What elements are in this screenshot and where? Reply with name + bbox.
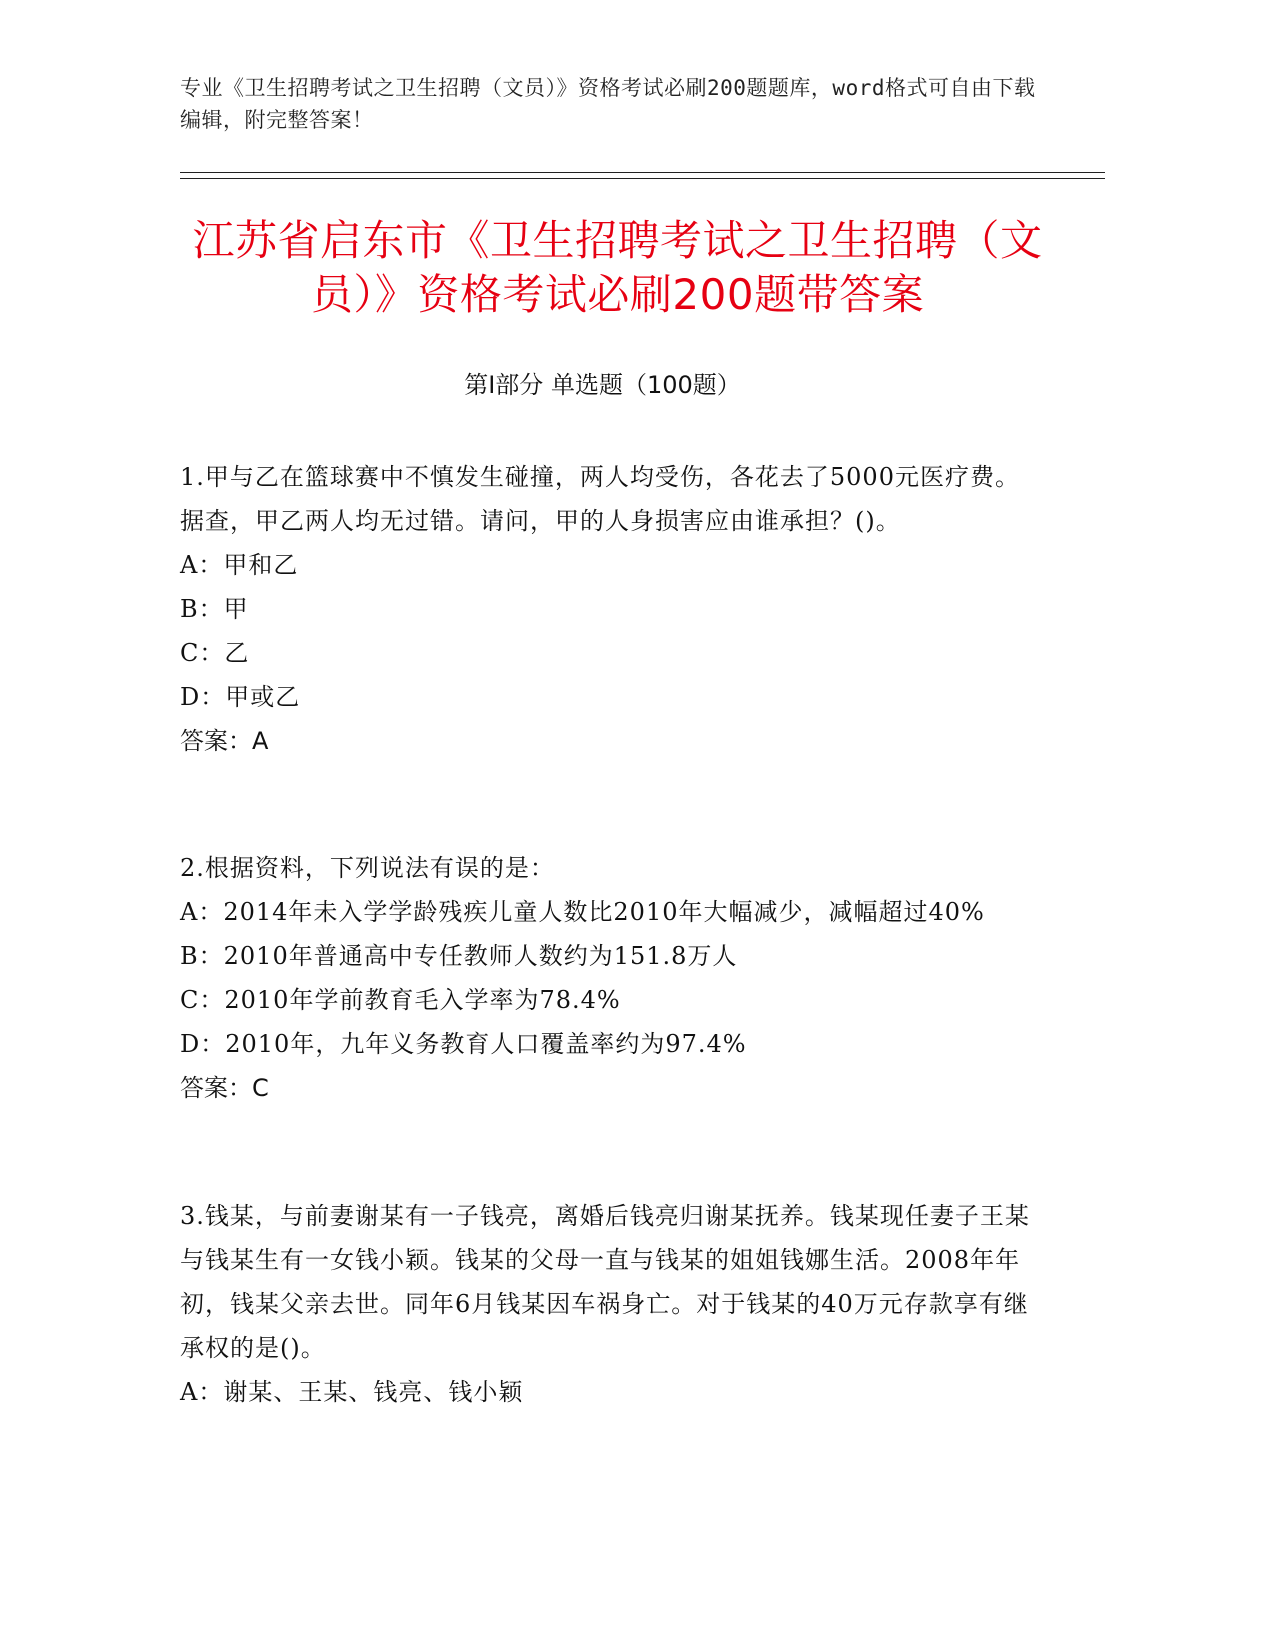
question-stem: 3.钱某，与前妻谢某有一子钱亮，离婚后钱亮归谢某抚养。钱某现任妻子王某与钱某生有一女钱小颖。钱某的父母一直与钱某的姐姐钱娜生活。2008年年初，钱某父亲去世。同年6月钱某因车祸身亡。对于钱某的40万元存款享有继承权的是()。 — [180, 1202, 1030, 1362]
option-d: D：甲或乙 — [180, 683, 301, 711]
header-divider-top — [180, 172, 1105, 173]
header-divider-bottom — [180, 178, 1105, 179]
question-2 — [180, 846, 1040, 1110]
option-c: C：2010年学前教育毛入学率为78.4% — [180, 986, 621, 1014]
question-stem: 1.甲与乙在篮球赛中不慎发生碰撞，两人均受伤，各花去了5000元医疗费。据查，甲乙两人均无过错。请问，甲的人身损害应由谁承担？()。 — [180, 463, 1020, 535]
option-b: B：甲 — [180, 595, 249, 623]
option-c: C：乙 — [180, 639, 250, 667]
option-b: B：2010年普通高中专任教师人数约为151.8万人 — [180, 942, 738, 970]
section-heading: 第I部分 单选题（100题） — [464, 371, 741, 399]
question-3 — [180, 1194, 1040, 1414]
option-d: D：2010年，九年义务教育人口覆盖率约为97.4% — [180, 1030, 747, 1058]
question-stem: 2.根据资料，下列说法有误的是： — [180, 854, 555, 882]
question-1 — [180, 455, 1040, 763]
option-a: A：2014年未入学学龄残疾儿童人数比2010年大幅减少，减幅超过40% — [180, 898, 985, 926]
option-a: A：甲和乙 — [180, 551, 299, 579]
answer-line: 答案：C — [180, 1074, 269, 1102]
document-title: 江苏省启东市《卫生招聘考试之卫生招聘（文员）》资格考试必刷200题带答案 — [192, 216, 1043, 319]
answer-line: 答案：A — [180, 727, 269, 755]
header-note: 专业《卫生招聘考试之卫生招聘（文员）》资格考试必刷200题题库，word格式可自由下载编辑，附完整答案！ — [180, 76, 1036, 132]
option-a: A：谢某、王某、钱亮、钱小颖 — [180, 1378, 524, 1406]
